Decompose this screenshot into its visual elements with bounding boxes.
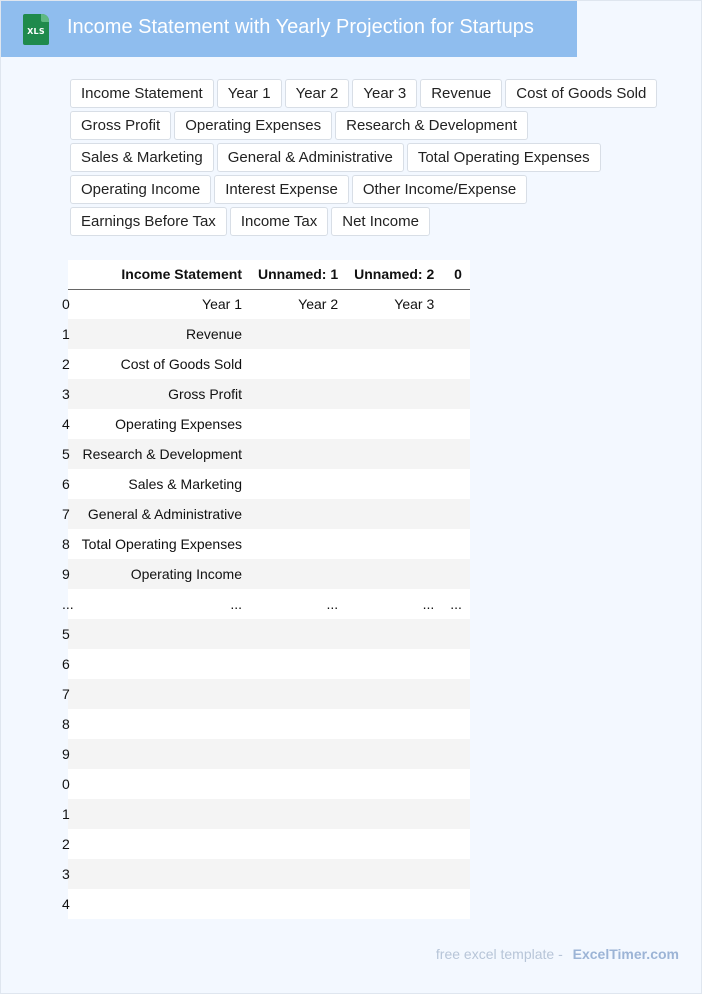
table-cell [442,289,470,319]
table-cell [442,739,470,769]
table-cell [250,349,346,379]
table-cell [250,439,346,469]
column-chip[interactable]: Operating Expenses [174,111,332,140]
table-cell [442,799,470,829]
data-table [62,260,470,919]
table-cell [250,739,346,769]
column-header[interactable]: Unnamed: 2 [346,260,442,289]
column-chip[interactable]: Gross Profit [70,111,171,140]
column-chip[interactable]: Sales & Marketing [70,143,214,172]
row-index: 6 [62,656,70,672]
table-cell: Operating Expenses [74,409,250,439]
row-index: 5 [62,626,70,642]
table-cell: Cost of Goods Sold [74,349,250,379]
table-cell [346,529,442,559]
table-row [68,589,470,619]
table-cell [74,649,250,679]
table-row [68,469,470,499]
table-body [62,289,470,919]
table-cell [74,889,250,919]
table-cell [74,619,250,649]
table-cell [250,769,346,799]
table-row [68,709,470,739]
table-cell [442,769,470,799]
table-row [68,319,470,349]
table-cell [442,829,470,859]
row-index: 3 [62,866,70,882]
table-cell: ... [250,589,346,619]
row-index: 3 [62,386,70,402]
table-cell [442,319,470,349]
table-cell [346,559,442,589]
table-cell [74,709,250,739]
footer-credit [436,946,679,962]
column-chip[interactable]: Year 2 [285,79,350,108]
table-row [68,799,470,829]
row-index: 4 [62,896,70,912]
table-cell: Operating Income [74,559,250,589]
table-cell [442,349,470,379]
data-table-container[interactable] [62,260,468,920]
table-cell [74,679,250,709]
row-index: 0 [62,776,70,792]
row-index: ... [62,596,74,612]
table-row [68,679,470,709]
table-cell [442,619,470,649]
table-row [68,409,470,439]
table-cell [346,469,442,499]
table-cell [250,709,346,739]
table-cell [74,739,250,769]
table-row [68,649,470,679]
table-cell [442,499,470,529]
footer-brand-link[interactable]: ExcelTimer.com [572,946,679,962]
row-index: 2 [62,356,70,372]
table-cell: ... [74,589,250,619]
column-chip[interactable]: Total Operating Expenses [407,143,601,172]
row-index: 9 [62,746,70,762]
column-header[interactable]: 0 [442,260,470,289]
table-cell [442,409,470,439]
table-cell [74,859,250,889]
row-index: 0 [62,296,70,313]
table-row [68,439,470,469]
row-index: 8 [62,716,70,732]
table-cell [250,859,346,889]
table-cell [346,679,442,709]
table-cell: Year 3 [346,289,442,319]
icon-fold [41,14,49,22]
table-row [68,289,470,319]
table-cell [442,529,470,559]
table-cell [346,709,442,739]
row-index: 7 [62,686,70,702]
column-chip[interactable]: Other Income/Expense [352,175,527,204]
row-index: 2 [62,836,70,852]
table-cell [250,379,346,409]
table-cell [442,439,470,469]
table-cell [346,649,442,679]
table-cell [250,529,346,559]
table-cell [346,889,442,919]
table-cell [442,649,470,679]
table-cell: Total Operating Expenses [74,529,250,559]
column-chip[interactable]: General & Administrative [217,143,404,172]
table-cell [250,649,346,679]
table-cell [346,769,442,799]
table-cell [346,829,442,859]
table-cell [250,409,346,439]
table-cell [346,859,442,889]
column-chip[interactable]: Cost of Goods Sold [505,79,657,108]
table-cell: Gross Profit [74,379,250,409]
table-cell [442,709,470,739]
page-title: Income Statement with Yearly Projection for Startups [67,16,534,38]
table-row [68,859,470,889]
table-cell: Sales & Marketing [74,469,250,499]
table-cell [442,379,470,409]
table-cell [250,499,346,529]
table-cell [74,829,250,859]
table-cell [346,349,442,379]
table-cell [250,889,346,919]
title-bar [1,1,577,57]
row-index: 9 [62,566,70,582]
row-index: 1 [62,806,70,822]
table-row [68,559,470,589]
table-row [68,829,470,859]
column-chip[interactable]: Income Tax [230,207,328,236]
row-index: 5 [62,446,70,462]
table-cell [74,769,250,799]
footer-prefix: free excel template - [435,946,563,962]
table-cell: ... [442,589,470,619]
table-row [68,769,470,799]
table-cell [346,379,442,409]
table-cell: Year 1 [74,289,250,319]
table-cell: Year 2 [250,289,346,319]
table-row [68,619,470,649]
row-index: 4 [62,416,70,432]
table-cell [346,319,442,349]
table-cell [442,469,470,499]
column-chip[interactable]: Operating Income [70,175,211,204]
table-cell [250,559,346,589]
column-chip[interactable]: Interest Expense [214,175,349,204]
row-index: 7 [62,506,70,522]
table-cell: General & Administrative [74,499,250,529]
table-header-row [68,260,470,289]
column-chip-list [70,79,670,236]
table-row [68,889,470,919]
table-row [68,529,470,559]
table-cell [346,439,442,469]
table-cell [250,469,346,499]
column-chip[interactable]: Year 3 [352,79,417,108]
table-cell [250,679,346,709]
table-cell [442,559,470,589]
column-chip[interactable]: Net Income [331,207,430,236]
table-cell [250,799,346,829]
table-cell [74,799,250,829]
table-cell [346,499,442,529]
table-row [68,499,470,529]
column-header[interactable]: Income Statement [74,260,250,289]
table-row [68,379,470,409]
table-cell [346,619,442,649]
table-cell [346,739,442,769]
table-row [68,739,470,769]
table-cell [442,889,470,919]
table-cell [250,619,346,649]
table-cell [250,829,346,859]
table-cell: Revenue [74,319,250,349]
row-index: 6 [62,476,70,492]
table-cell [442,859,470,889]
column-chip[interactable]: Research & Development [335,111,528,140]
column-chip[interactable]: Revenue [420,79,502,108]
xls-file-icon [23,14,49,45]
column-chip[interactable]: Income Statement [70,79,214,108]
table-cell [442,679,470,709]
table-cell: Research & Development [74,439,250,469]
table-cell: ... [346,589,442,619]
table-cell [346,409,442,439]
column-header[interactable]: Unnamed: 1 [250,260,346,289]
row-index: 8 [62,536,70,552]
column-chip[interactable]: Year 1 [217,79,282,108]
xls-icon-label: XLS [27,27,45,36]
row-index: 1 [62,326,70,342]
column-chip[interactable]: Earnings Before Tax [70,207,227,236]
table-cell [250,319,346,349]
table-cell [346,799,442,829]
table-row [68,349,470,379]
